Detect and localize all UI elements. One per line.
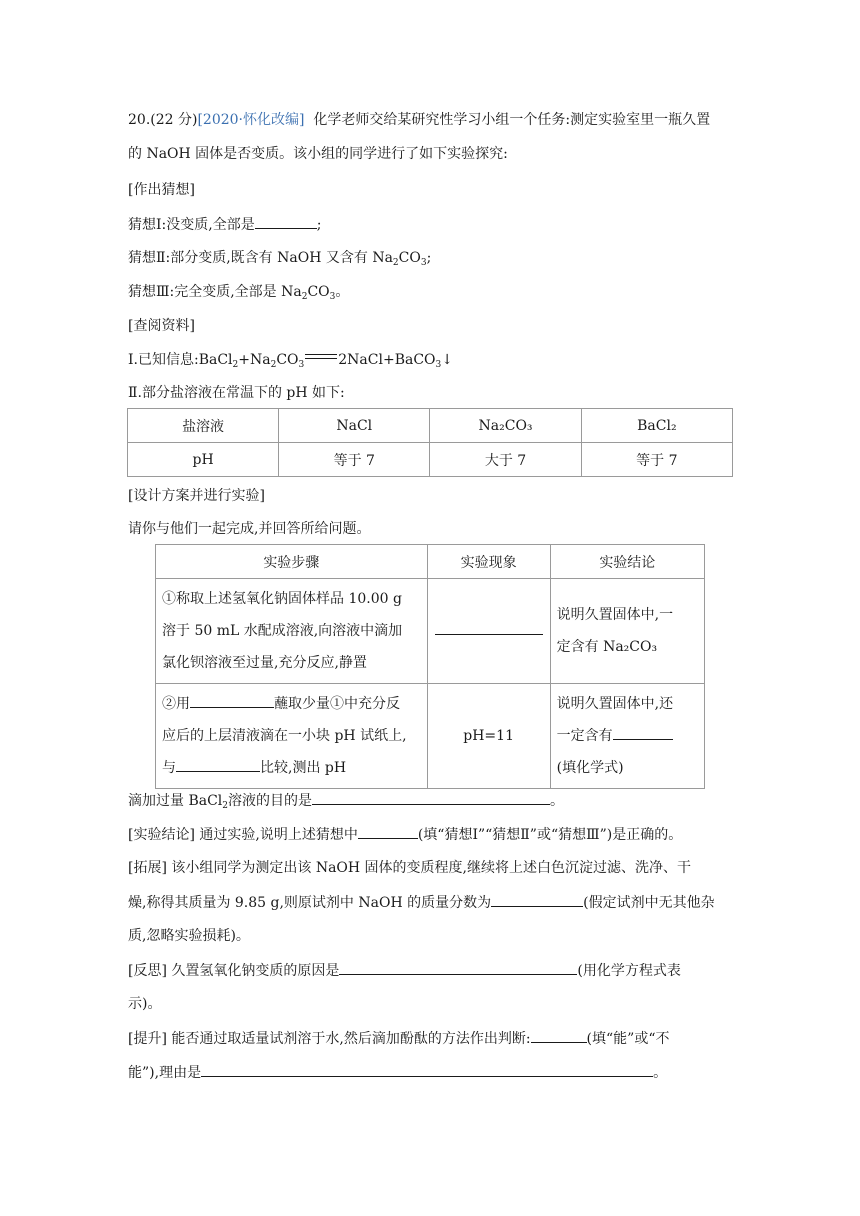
reference-info-1 — [128, 350, 453, 370]
answer-blank[interactable] — [176, 757, 260, 772]
hypothesis-2-end: ; — [426, 250, 432, 266]
hypothesis-heading: [作出猜想] — [128, 182, 195, 198]
step-text: 比较,测出 pH — [260, 760, 347, 776]
step-1-line: 溶于 50 mL 水配成溶液,向溶液中滴加 — [162, 623, 403, 639]
equals-sign — [304, 352, 338, 362]
subscript: 2 — [392, 258, 399, 268]
table-cell: 等于 7 — [279, 443, 430, 477]
extension-line-2 — [128, 892, 715, 913]
table-cell: BaCl₂ — [581, 409, 732, 443]
step-text: ②用 — [162, 696, 190, 712]
info1-plus: +Na — [238, 352, 271, 368]
subscript: 3 — [435, 360, 442, 370]
hypothesis-1 — [128, 214, 321, 235]
hypothesis-3-text: 猜想Ⅲ:完全变质,全部是 Na — [128, 284, 302, 300]
hypothesis-1-text: 猜想Ⅰ:没变质,全部是 — [128, 217, 255, 233]
conclusion-line: 定含有 Na₂CO₃ — [556, 639, 658, 655]
design-heading: [设计方案并进行实验] — [128, 488, 265, 504]
table-cell: 等于 7 — [581, 443, 732, 477]
answer-blank[interactable] — [255, 214, 317, 229]
table-row — [156, 684, 705, 789]
subscript: 2 — [301, 292, 308, 302]
table-cell: pH — [128, 443, 279, 477]
purpose-end: 。 — [550, 793, 565, 809]
subscript: 2 — [270, 360, 277, 370]
conclusion-line: (填化学式) — [556, 760, 624, 776]
purpose-question — [128, 790, 564, 811]
conclusion-text: (填“猜想Ⅰ”“猜想Ⅱ”或“猜想Ⅲ”)是正确的。 — [417, 827, 683, 843]
improve-line-2 — [128, 1062, 667, 1083]
conclusion-cell — [550, 579, 704, 684]
improve-text: (填“能”或“不 — [586, 1031, 670, 1047]
table-row — [128, 443, 733, 477]
info1-products: 2NaCl+BaCO — [338, 352, 436, 368]
hypothesis-3 — [128, 282, 349, 302]
extension-text: (假定试剂中无其他杂 — [583, 895, 715, 911]
info1-text: Ⅰ.已知信息:BaCl — [128, 352, 233, 368]
conclusion-question — [128, 824, 682, 845]
conclusion-text: 一定含有 — [556, 728, 613, 744]
reference-heading: [查阅资料] — [128, 318, 195, 334]
table-row — [128, 409, 733, 443]
experiment-table — [155, 544, 705, 789]
table-header: 实验结论 — [550, 545, 704, 579]
question-source: [2020·怀化改编] — [197, 112, 305, 128]
reflection-text: (用化学方程式表 — [577, 963, 681, 979]
ph-table — [127, 408, 733, 477]
answer-blank[interactable] — [358, 824, 418, 839]
question-intro-1: 化学老师交给某研究性学习小组一个任务:测定实验室里一瓶久置 — [313, 112, 711, 128]
hypothesis-2 — [128, 248, 431, 268]
extension-text: 燥,称得其质量为 9.85 g,则原试剂中 NaOH 的质量分数为 — [128, 895, 492, 911]
subscript: 3 — [329, 292, 336, 302]
answer-blank[interactable] — [201, 1062, 653, 1077]
reflection-text: [反思] 久置氢氧化钠变质的原因是 — [128, 963, 340, 979]
conclusion-line — [557, 720, 698, 752]
precipitate-arrow: ↓ — [441, 352, 453, 368]
conclusion-text: [实验结论] 通过实验,说明上述猜想中 — [128, 827, 358, 843]
purpose-text: 滴加过量 BaCl — [128, 793, 223, 809]
answer-blank[interactable] — [312, 790, 550, 805]
step-1-line: 氯化钡溶液至过量,充分反应,静置 — [162, 655, 367, 671]
purpose-text: 溶液的目的是 — [228, 793, 313, 809]
answer-blank[interactable] — [190, 693, 274, 708]
step-2-line: 应后的上层清液滴在一小块 pH 试纸上, — [162, 728, 407, 744]
step-cell — [156, 684, 428, 789]
hypothesis-2-text: 猜想Ⅱ:部分变质,既含有 NaOH 又含有 Na — [128, 250, 393, 266]
table-cell: NaCl — [279, 409, 430, 443]
info1-co: CO — [276, 352, 299, 368]
improve-text: 能”),理由是 — [128, 1065, 202, 1081]
table-cell: 盐溶液 — [128, 409, 279, 443]
subscript: 3 — [420, 258, 427, 268]
phenomenon-cell: pH=11 — [427, 684, 550, 789]
improve-line-1 — [128, 1028, 669, 1049]
table-cell: 大于 7 — [430, 443, 581, 477]
design-prompt: 请你与他们一起完成,并回答所给问题。 — [128, 521, 371, 537]
hypothesis-3-end: 。 — [335, 284, 350, 300]
step-text: 蘸取少量①中充分反 — [274, 696, 400, 712]
step-2-line — [162, 752, 421, 784]
improve-text: [提升] 能否通过取适量试剂溶于水,然后滴加酚酞的方法作出判断: — [128, 1031, 531, 1047]
hypothesis-2-formula: CO — [398, 250, 421, 266]
conclusion-line: 说明久置固体中,一 — [556, 607, 674, 623]
subscript: 2 — [232, 360, 239, 370]
answer-blank[interactable] — [491, 892, 583, 907]
answer-blank[interactable] — [531, 1028, 587, 1043]
phenomenon-cell — [427, 579, 550, 684]
table-row — [156, 579, 705, 684]
extension-line-3: 质,忽略实验损耗)。 — [128, 928, 250, 944]
hypothesis-1-end: ; — [316, 217, 322, 233]
table-cell: Na₂CO₃ — [430, 409, 581, 443]
extension-line-1: [拓展] 该小组同学为测定出该 NaOH 固体的变质程度,继续将上述白色沉淀过滤、洗净、干 — [128, 860, 692, 876]
reflection-line-2: 示)。 — [128, 996, 162, 1012]
table-header: 实验步骤 — [156, 545, 428, 579]
hypothesis-3-formula: CO — [307, 284, 330, 300]
reference-info-2: Ⅱ.部分盐溶液在常温下的 pH 如下: — [128, 385, 345, 401]
question-number: 20.(22 分) — [128, 112, 198, 128]
table-header-row — [156, 545, 705, 579]
step-2-line — [162, 688, 421, 720]
answer-blank[interactable] — [435, 620, 543, 635]
answer-blank[interactable] — [613, 725, 673, 740]
question-intro-2: 的 NaOH 固体是否变质。该小组的同学进行了如下实验探究: — [128, 146, 508, 162]
subscript: 3 — [298, 360, 305, 370]
question-line-1 — [128, 110, 710, 130]
conclusion-line: 说明久置固体中,还 — [556, 696, 674, 712]
subscript: 2 — [222, 801, 229, 811]
conclusion-cell — [550, 684, 704, 789]
step-text: 与 — [162, 760, 176, 776]
table-header: 实验现象 — [427, 545, 550, 579]
step-1-line: ①称取上述氢氧化钠固体样品 10.00 g — [162, 591, 402, 607]
answer-blank[interactable] — [339, 960, 577, 975]
step-cell — [156, 579, 428, 684]
improve-end: 。 — [653, 1065, 668, 1081]
reflection-line-1 — [128, 960, 681, 981]
